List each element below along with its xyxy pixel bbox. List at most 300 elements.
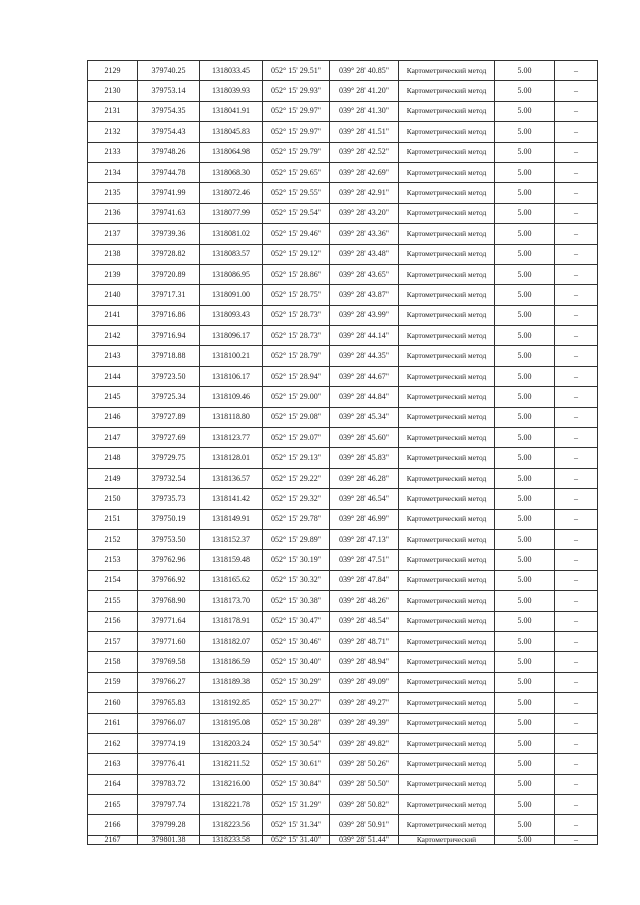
latitude-cell: 052° 15' 28.94" [263, 366, 330, 386]
latitude-cell: 052° 15' 28.86" [263, 264, 330, 284]
note-cell: – [555, 244, 598, 264]
table-row [88, 326, 598, 346]
accuracy-cell: 5.00 [495, 448, 555, 468]
latitude-cell: 052° 15' 30.32" [263, 570, 330, 590]
note-cell: – [555, 61, 598, 81]
point-number-cell: 2152 [88, 529, 138, 549]
longitude-cell: 039° 28' 48.71" [330, 631, 399, 651]
point-number-cell: 2146 [88, 407, 138, 427]
longitude-cell: 039° 28' 46.54" [330, 489, 399, 509]
method-cell: Картометрический метод [399, 101, 495, 121]
longitude-cell: 039° 28' 51.44" [330, 835, 399, 844]
note-cell: – [555, 448, 598, 468]
longitude-cell: 039° 28' 41.20" [330, 81, 399, 101]
accuracy-cell: 5.00 [495, 122, 555, 142]
x-coordinate-cell: 379748.26 [138, 142, 200, 162]
latitude-cell: 052° 15' 29.12" [263, 244, 330, 264]
longitude-cell: 039° 28' 50.82" [330, 795, 399, 815]
x-coordinate-cell: 379765.83 [138, 693, 200, 713]
latitude-cell: 052° 15' 29.89" [263, 529, 330, 549]
table-row [88, 733, 598, 753]
note-cell: – [555, 162, 598, 182]
point-number-cell: 2153 [88, 550, 138, 570]
point-number-cell: 2135 [88, 183, 138, 203]
y-coordinate-cell: 1318096.17 [200, 326, 263, 346]
x-coordinate-cell: 379768.90 [138, 591, 200, 611]
longitude-cell: 039° 28' 49.09" [330, 672, 399, 692]
latitude-cell: 052° 15' 31.40" [263, 835, 330, 844]
y-coordinate-cell: 1318141.42 [200, 489, 263, 509]
longitude-cell: 039° 28' 43.65" [330, 264, 399, 284]
method-cell: Картометрический метод [399, 162, 495, 182]
x-coordinate-cell: 379729.75 [138, 448, 200, 468]
x-coordinate-cell: 379799.28 [138, 815, 200, 835]
point-number-cell: 2130 [88, 81, 138, 101]
y-coordinate-cell: 1318072.46 [200, 183, 263, 203]
x-coordinate-cell: 379754.43 [138, 122, 200, 142]
x-coordinate-cell: 379801.38 [138, 835, 200, 844]
table-row [88, 509, 598, 529]
note-cell: – [555, 509, 598, 529]
coordinates-table [87, 60, 598, 845]
accuracy-cell: 5.00 [495, 326, 555, 346]
accuracy-cell: 5.00 [495, 264, 555, 284]
accuracy-cell: 5.00 [495, 631, 555, 651]
longitude-cell: 039° 28' 44.67" [330, 366, 399, 386]
note-cell: – [555, 81, 598, 101]
latitude-cell: 052° 15' 29.79" [263, 142, 330, 162]
y-coordinate-cell: 1318192.85 [200, 693, 263, 713]
longitude-cell: 039° 28' 42.52" [330, 142, 399, 162]
method-cell: Картометрический метод [399, 713, 495, 733]
y-coordinate-cell: 1318033.45 [200, 61, 263, 81]
x-coordinate-cell: 379735.73 [138, 489, 200, 509]
longitude-cell: 039° 28' 43.36" [330, 224, 399, 244]
method-cell: Картометрический метод [399, 652, 495, 672]
table-row [88, 387, 598, 407]
table-row [88, 285, 598, 305]
x-coordinate-cell: 379766.07 [138, 713, 200, 733]
longitude-cell: 039° 28' 48.94" [330, 652, 399, 672]
x-coordinate-cell: 379776.41 [138, 754, 200, 774]
table-row [88, 244, 598, 264]
x-coordinate-cell: 379716.86 [138, 305, 200, 325]
x-coordinate-cell: 379744.78 [138, 162, 200, 182]
method-cell: Картометрический метод [399, 611, 495, 631]
table-row [88, 591, 598, 611]
table-row [88, 428, 598, 448]
table-row [88, 61, 598, 81]
y-coordinate-cell: 1318123.77 [200, 428, 263, 448]
note-cell: – [555, 224, 598, 244]
longitude-cell: 039° 28' 43.99" [330, 305, 399, 325]
x-coordinate-cell: 379766.27 [138, 672, 200, 692]
y-coordinate-cell: 1318118.80 [200, 407, 263, 427]
accuracy-cell: 5.00 [495, 285, 555, 305]
table-row [88, 693, 598, 713]
accuracy-cell: 5.00 [495, 652, 555, 672]
method-cell: Картометрический метод [399, 346, 495, 366]
note-cell: – [555, 285, 598, 305]
accuracy-cell: 5.00 [495, 428, 555, 448]
accuracy-cell: 5.00 [495, 815, 555, 835]
accuracy-cell: 5.00 [495, 407, 555, 427]
table-row-truncated [88, 835, 598, 844]
x-coordinate-cell: 379740.25 [138, 61, 200, 81]
table-row [88, 570, 598, 590]
point-number-cell: 2160 [88, 693, 138, 713]
x-coordinate-cell: 379741.63 [138, 203, 200, 223]
table-row [88, 468, 598, 488]
note-cell: – [555, 122, 598, 142]
latitude-cell: 052° 15' 30.38" [263, 591, 330, 611]
latitude-cell: 052° 15' 29.93" [263, 81, 330, 101]
latitude-cell: 052° 15' 29.78" [263, 509, 330, 529]
point-number-cell: 2154 [88, 570, 138, 590]
table-row [88, 142, 598, 162]
method-cell: Картометрический метод [399, 61, 495, 81]
method-cell: Картометрический метод [399, 570, 495, 590]
table-row [88, 81, 598, 101]
point-number-cell: 2150 [88, 489, 138, 509]
table-row [88, 489, 598, 509]
note-cell: – [555, 101, 598, 121]
x-coordinate-cell: 379753.50 [138, 529, 200, 549]
table-row [88, 529, 598, 549]
table-row [88, 162, 598, 182]
method-cell: Картометрический метод [399, 591, 495, 611]
note-cell: – [555, 693, 598, 713]
note-cell: – [555, 428, 598, 448]
table-row [88, 815, 598, 835]
table-row [88, 264, 598, 284]
y-coordinate-cell: 1318152.37 [200, 529, 263, 549]
point-number-cell: 2142 [88, 326, 138, 346]
y-coordinate-cell: 1318041.91 [200, 101, 263, 121]
latitude-cell: 052° 15' 30.84" [263, 774, 330, 794]
note-cell: – [555, 733, 598, 753]
method-cell: Картометрический метод [399, 305, 495, 325]
accuracy-cell: 5.00 [495, 61, 555, 81]
point-number-cell: 2164 [88, 774, 138, 794]
longitude-cell: 039° 28' 44.14" [330, 326, 399, 346]
longitude-cell: 039° 28' 43.48" [330, 244, 399, 264]
table-row [88, 448, 598, 468]
note-cell: – [555, 387, 598, 407]
accuracy-cell: 5.00 [495, 774, 555, 794]
method-cell: Картометрический метод [399, 529, 495, 549]
method-cell: Картометрический метод [399, 366, 495, 386]
longitude-cell: 039° 28' 49.27" [330, 693, 399, 713]
longitude-cell: 039° 28' 42.69" [330, 162, 399, 182]
method-cell: Картометрический метод [399, 244, 495, 264]
latitude-cell: 052° 15' 30.29" [263, 672, 330, 692]
point-number-cell: 2140 [88, 285, 138, 305]
point-number-cell: 2163 [88, 754, 138, 774]
x-coordinate-cell: 379723.50 [138, 366, 200, 386]
point-number-cell: 2139 [88, 264, 138, 284]
longitude-cell: 039° 28' 48.54" [330, 611, 399, 631]
table-row [88, 122, 598, 142]
accuracy-cell: 5.00 [495, 101, 555, 121]
longitude-cell: 039° 28' 49.39" [330, 713, 399, 733]
method-cell: Картометрический метод [399, 468, 495, 488]
y-coordinate-cell: 1318186.59 [200, 652, 263, 672]
latitude-cell: 052° 15' 29.13" [263, 448, 330, 468]
accuracy-cell: 5.00 [495, 203, 555, 223]
y-coordinate-cell: 1318106.17 [200, 366, 263, 386]
method-cell: Картометрический [399, 835, 495, 844]
note-cell: – [555, 305, 598, 325]
method-cell: Картометрический метод [399, 142, 495, 162]
longitude-cell: 039° 28' 42.91" [330, 183, 399, 203]
x-coordinate-cell: 379766.92 [138, 570, 200, 590]
latitude-cell: 052° 15' 29.97" [263, 122, 330, 142]
x-coordinate-cell: 379774.19 [138, 733, 200, 753]
latitude-cell: 052° 15' 29.65" [263, 162, 330, 182]
y-coordinate-cell: 1318216.00 [200, 774, 263, 794]
longitude-cell: 039° 28' 47.13" [330, 529, 399, 549]
accuracy-cell: 5.00 [495, 672, 555, 692]
point-number-cell: 2155 [88, 591, 138, 611]
y-coordinate-cell: 1318083.57 [200, 244, 263, 264]
note-cell: – [555, 591, 598, 611]
accuracy-cell: 5.00 [495, 529, 555, 549]
x-coordinate-cell: 379727.69 [138, 428, 200, 448]
longitude-cell: 039° 28' 46.99" [330, 509, 399, 529]
latitude-cell: 052° 15' 29.32" [263, 489, 330, 509]
note-cell: – [555, 652, 598, 672]
accuracy-cell: 5.00 [495, 81, 555, 101]
method-cell: Картометрический метод [399, 795, 495, 815]
accuracy-cell: 5.00 [495, 611, 555, 631]
longitude-cell: 039° 28' 50.26" [330, 754, 399, 774]
accuracy-cell: 5.00 [495, 183, 555, 203]
y-coordinate-cell: 1318189.38 [200, 672, 263, 692]
latitude-cell: 052° 15' 29.55" [263, 183, 330, 203]
method-cell: Картометрический метод [399, 407, 495, 427]
y-coordinate-cell: 1318149.91 [200, 509, 263, 529]
longitude-cell: 039° 28' 50.91" [330, 815, 399, 835]
y-coordinate-cell: 1318091.00 [200, 285, 263, 305]
point-number-cell: 2151 [88, 509, 138, 529]
x-coordinate-cell: 379753.14 [138, 81, 200, 101]
method-cell: Картометрический метод [399, 448, 495, 468]
note-cell: – [555, 672, 598, 692]
y-coordinate-cell: 1318159.48 [200, 550, 263, 570]
y-coordinate-cell: 1318223.56 [200, 815, 263, 835]
table-row [88, 203, 598, 223]
latitude-cell: 052° 15' 28.79" [263, 346, 330, 366]
note-cell: – [555, 550, 598, 570]
accuracy-cell: 5.00 [495, 305, 555, 325]
y-coordinate-cell: 1318136.57 [200, 468, 263, 488]
note-cell: – [555, 264, 598, 284]
accuracy-cell: 5.00 [495, 591, 555, 611]
point-number-cell: 2162 [88, 733, 138, 753]
longitude-cell: 039° 28' 45.60" [330, 428, 399, 448]
method-cell: Картометрический метод [399, 550, 495, 570]
x-coordinate-cell: 379771.60 [138, 631, 200, 651]
longitude-cell: 039° 28' 44.35" [330, 346, 399, 366]
point-number-cell: 2141 [88, 305, 138, 325]
y-coordinate-cell: 1318128.01 [200, 448, 263, 468]
x-coordinate-cell: 379771.64 [138, 611, 200, 631]
y-coordinate-cell: 1318064.98 [200, 142, 263, 162]
note-cell: – [555, 570, 598, 590]
note-cell: – [555, 468, 598, 488]
latitude-cell: 052° 15' 30.54" [263, 733, 330, 753]
note-cell: – [555, 142, 598, 162]
point-number-cell: 2144 [88, 366, 138, 386]
accuracy-cell: 5.00 [495, 570, 555, 590]
accuracy-cell: 5.00 [495, 244, 555, 264]
accuracy-cell: 5.00 [495, 387, 555, 407]
note-cell: – [555, 489, 598, 509]
y-coordinate-cell: 1318086.95 [200, 264, 263, 284]
latitude-cell: 052° 15' 31.29" [263, 795, 330, 815]
x-coordinate-cell: 379727.89 [138, 407, 200, 427]
accuracy-cell: 5.00 [495, 346, 555, 366]
note-cell: – [555, 183, 598, 203]
table-row [88, 713, 598, 733]
latitude-cell: 052° 15' 29.51" [263, 61, 330, 81]
table-row [88, 754, 598, 774]
method-cell: Картометрический метод [399, 815, 495, 835]
note-cell: – [555, 774, 598, 794]
y-coordinate-cell: 1318195.08 [200, 713, 263, 733]
point-number-cell: 2161 [88, 713, 138, 733]
longitude-cell: 039° 28' 44.84" [330, 387, 399, 407]
x-coordinate-cell: 379716.94 [138, 326, 200, 346]
y-coordinate-cell: 1318039.93 [200, 81, 263, 101]
latitude-cell: 052° 15' 30.19" [263, 550, 330, 570]
x-coordinate-cell: 379720.89 [138, 264, 200, 284]
point-number-cell: 2137 [88, 224, 138, 244]
accuracy-cell: 5.00 [495, 754, 555, 774]
accuracy-cell: 5.00 [495, 142, 555, 162]
accuracy-cell: 5.00 [495, 713, 555, 733]
table-row [88, 631, 598, 651]
accuracy-cell: 5.00 [495, 733, 555, 753]
x-coordinate-cell: 379750.19 [138, 509, 200, 529]
note-cell: – [555, 346, 598, 366]
table-row [88, 183, 598, 203]
latitude-cell: 052° 15' 31.34" [263, 815, 330, 835]
table-row [88, 305, 598, 325]
latitude-cell: 052° 15' 29.54" [263, 203, 330, 223]
latitude-cell: 052° 15' 28.75" [263, 285, 330, 305]
y-coordinate-cell: 1318068.30 [200, 162, 263, 182]
table-row [88, 774, 598, 794]
accuracy-cell: 5.00 [495, 509, 555, 529]
accuracy-cell: 5.00 [495, 795, 555, 815]
longitude-cell: 039° 28' 43.87" [330, 285, 399, 305]
latitude-cell: 052° 15' 29.46" [263, 224, 330, 244]
x-coordinate-cell: 379762.96 [138, 550, 200, 570]
method-cell: Картометрический метод [399, 81, 495, 101]
y-coordinate-cell: 1318182.07 [200, 631, 263, 651]
point-number-cell: 2159 [88, 672, 138, 692]
note-cell: – [555, 529, 598, 549]
method-cell: Картометрический метод [399, 631, 495, 651]
method-cell: Картометрический метод [399, 203, 495, 223]
note-cell: – [555, 407, 598, 427]
x-coordinate-cell: 379732.54 [138, 468, 200, 488]
longitude-cell: 039° 28' 47.84" [330, 570, 399, 590]
note-cell: – [555, 631, 598, 651]
note-cell: – [555, 366, 598, 386]
y-coordinate-cell: 1318081.02 [200, 224, 263, 244]
x-coordinate-cell: 379728.82 [138, 244, 200, 264]
latitude-cell: 052° 15' 29.00" [263, 387, 330, 407]
y-coordinate-cell: 1318203.24 [200, 733, 263, 753]
latitude-cell: 052° 15' 29.07" [263, 428, 330, 448]
longitude-cell: 039° 28' 48.26" [330, 591, 399, 611]
point-number-cell: 2167 [88, 835, 138, 844]
x-coordinate-cell: 379718.88 [138, 346, 200, 366]
table-row [88, 652, 598, 672]
point-number-cell: 2138 [88, 244, 138, 264]
point-number-cell: 2129 [88, 61, 138, 81]
accuracy-cell: 5.00 [495, 550, 555, 570]
method-cell: Картометрический метод [399, 122, 495, 142]
point-number-cell: 2143 [88, 346, 138, 366]
point-number-cell: 2132 [88, 122, 138, 142]
table-row [88, 795, 598, 815]
latitude-cell: 052° 15' 30.28" [263, 713, 330, 733]
note-cell: – [555, 326, 598, 346]
x-coordinate-cell: 379741.99 [138, 183, 200, 203]
method-cell: Картометрический метод [399, 326, 495, 346]
x-coordinate-cell: 379797.74 [138, 795, 200, 815]
longitude-cell: 039° 28' 45.83" [330, 448, 399, 468]
point-number-cell: 2134 [88, 162, 138, 182]
y-coordinate-cell: 1318093.43 [200, 305, 263, 325]
longitude-cell: 039° 28' 41.51" [330, 122, 399, 142]
y-coordinate-cell: 1318233.58 [200, 835, 263, 844]
longitude-cell: 039° 28' 49.82" [330, 733, 399, 753]
point-number-cell: 2131 [88, 101, 138, 121]
table-row [88, 672, 598, 692]
y-coordinate-cell: 1318165.62 [200, 570, 263, 590]
method-cell: Картометрический метод [399, 285, 495, 305]
note-cell: – [555, 611, 598, 631]
latitude-cell: 052° 15' 29.22" [263, 468, 330, 488]
accuracy-cell: 5.00 [495, 468, 555, 488]
x-coordinate-cell: 379769.58 [138, 652, 200, 672]
x-coordinate-cell: 379717.31 [138, 285, 200, 305]
table-row [88, 407, 598, 427]
method-cell: Картометрический метод [399, 733, 495, 753]
latitude-cell: 052° 15' 29.97" [263, 101, 330, 121]
longitude-cell: 039° 28' 47.51" [330, 550, 399, 570]
point-number-cell: 2165 [88, 795, 138, 815]
table-row [88, 101, 598, 121]
y-coordinate-cell: 1318109.46 [200, 387, 263, 407]
y-coordinate-cell: 1318173.70 [200, 591, 263, 611]
y-coordinate-cell: 1318045.83 [200, 122, 263, 142]
longitude-cell: 039° 28' 41.30" [330, 101, 399, 121]
latitude-cell: 052° 15' 28.73" [263, 305, 330, 325]
point-number-cell: 2158 [88, 652, 138, 672]
table-row [88, 346, 598, 366]
latitude-cell: 052° 15' 30.46" [263, 631, 330, 651]
method-cell: Картометрический метод [399, 428, 495, 448]
point-number-cell: 2136 [88, 203, 138, 223]
note-cell: – [555, 795, 598, 815]
latitude-cell: 052° 15' 30.47" [263, 611, 330, 631]
